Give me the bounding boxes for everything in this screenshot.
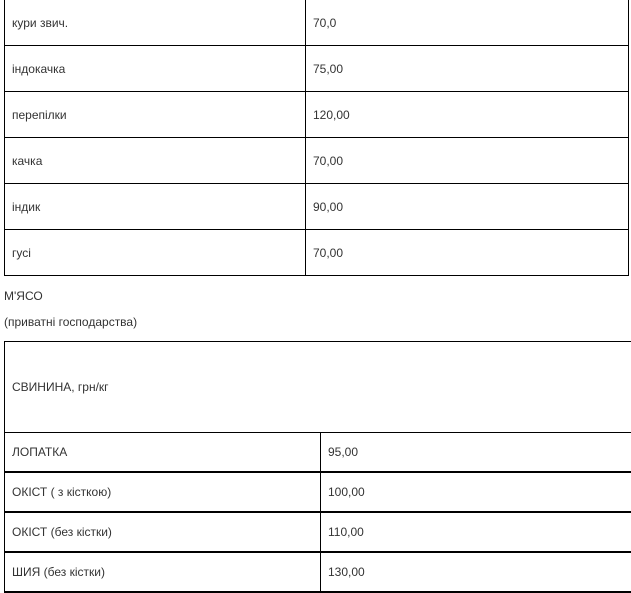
table-row — [5, 46, 629, 92]
product-price-cell: 110,00 — [321, 512, 631, 552]
product-name-cell: гусі — [5, 230, 306, 276]
product-price-cell: 70,0 — [306, 0, 629, 46]
table-row — [5, 472, 631, 512]
product-price-cell: 70,00 — [306, 230, 629, 276]
product-name-cell: перепілки — [5, 92, 306, 138]
product-price-cell: 95,00 — [321, 433, 631, 473]
product-name-cell: ШИЯ (без кістки) — [5, 552, 321, 592]
product-name-cell: індокачка — [5, 46, 306, 92]
product-price-cell: 130,00 — [321, 552, 631, 592]
table-row — [5, 138, 629, 184]
meat-price-table — [4, 341, 631, 593]
product-name-cell: індик — [5, 184, 306, 230]
product-name-cell: ОКІСТ (без кістки) — [5, 512, 321, 552]
product-name-cell: ОКІСТ ( з кісткою) — [5, 472, 321, 512]
product-price-cell: 120,00 — [306, 92, 629, 138]
product-price-cell: 90,00 — [306, 184, 629, 230]
table-row — [5, 184, 629, 230]
table-row — [5, 512, 631, 552]
product-price-cell: 75,00 — [306, 46, 629, 92]
table-row — [5, 0, 629, 46]
product-name-cell: кури звич. — [5, 0, 306, 46]
product-price-cell: 70,00 — [306, 138, 629, 184]
product-name-cell: ЛОПАТКА — [5, 433, 321, 473]
product-price-cell: 100,00 — [321, 472, 631, 512]
section-subtitle: (приватні господарства) — [4, 315, 137, 329]
table-row — [5, 230, 629, 276]
section-title: М'ЯСО — [4, 289, 43, 303]
poultry-price-table — [4, 0, 629, 276]
table-row — [5, 92, 629, 138]
table-header-cell: СВИНИНА, грн/кг — [5, 342, 631, 433]
product-name-cell: качка — [5, 138, 306, 184]
table-header-row — [5, 342, 631, 433]
table-row — [5, 552, 631, 592]
table-row — [5, 433, 631, 473]
